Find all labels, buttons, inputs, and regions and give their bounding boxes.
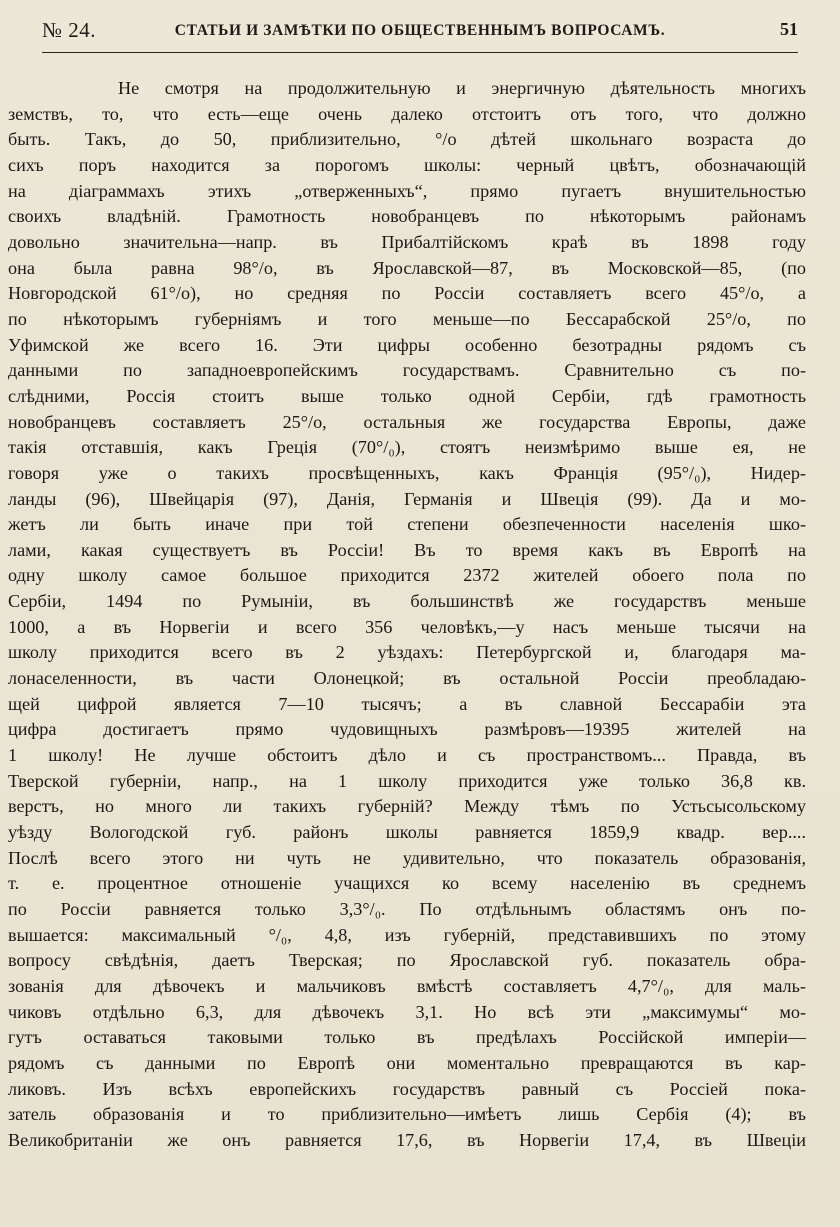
text-line: рядомъ съ данными по Европѣ они моментально превращаются въ кар- xyxy=(8,1052,806,1073)
text-line: данными по западноевропейскимъ государствамъ. Сравнительно съ по- xyxy=(8,360,806,381)
text-line: щей цифрой является 7—10 тысячъ; а въ славной Бессарабіи эта xyxy=(8,693,806,714)
text-line: Послѣ всего этого ни чуть не удивительно, что показатель образованія, xyxy=(8,847,806,868)
issue-number: № 24. xyxy=(42,18,97,42)
text-line: Сербіи, 1494 по Румыніи, въ большинствѣ же государствъ меньше xyxy=(8,591,806,612)
text-line: ланды (96), Швейцарія (97), Данія, Германія и Швеція (99). Да и мо- xyxy=(8,488,806,509)
text-line: она была равна 98°/о, въ Ярославской—87, въ Московской—85, (по xyxy=(8,257,806,278)
text-line: цифра достигаетъ прямо чудовищныхъ размѣровъ—19395 жителей на xyxy=(8,719,806,740)
text-line: вышается: максимальный °/₀, 4,8, изъ губерній, представившихъ по этому xyxy=(8,924,806,945)
text-line: по нѣкоторымъ губерніямъ и того меньше—по Бессарабской 25°/о, по xyxy=(8,308,806,329)
text-line: говоря уже о такихъ просвѣщенныхъ, какъ Франція (95°/₀), Нидер- xyxy=(8,462,806,483)
text-line: школу приходится всего въ 2 уѣздахъ: Петербургской и, благодаря ма- xyxy=(8,642,806,663)
text-line: лами, какая существуетъ въ Россіи! Въ то время какъ въ Европѣ на xyxy=(8,539,806,560)
text-line: уѣзду Вологодской губ. районъ школы равняется 1859,9 квадр. вер.... xyxy=(8,822,806,843)
text-line: т. е. процентное отношеніе учащихся ко всему населенію въ среднемъ xyxy=(8,873,806,894)
text-line: на діаграммахъ этихъ „отверженныхъ“, прямо пугаетъ внушительностью xyxy=(8,180,806,201)
text-line: новобранцевъ составляетъ 25°/о, остальныя же государства Европы, даже xyxy=(8,411,806,432)
header-rule xyxy=(42,52,798,53)
page-header xyxy=(42,18,798,52)
text-line: Тверской губерніи, напр., на 1 школу приходится уже только 36,8 кв. xyxy=(8,770,806,791)
text-line: Великобританіи же онъ равняется 17,6, въ Норвегіи 17,4, въ Швеціи xyxy=(8,1129,806,1150)
text-line: чиковъ отдѣльно 6,3, для дѣвочекъ 3,1. Но всѣ эти „максимумы“ мо- xyxy=(8,1001,806,1022)
page-number: 51 xyxy=(780,19,798,39)
text-line: Не смотря на продолжительную и энергичную дѣятельность многихъ xyxy=(118,78,806,98)
text-line: земствъ, то, что есть—еще очень далеко отстоитъ отъ того, что должно xyxy=(8,103,806,124)
text-line: 1000, а въ Норвегіи и всего 356 человѣкъ,—у насъ меньше тысячи на xyxy=(8,616,806,637)
text-line: одну школу самое большое приходится 2372 жителей обоего пола по xyxy=(8,565,806,586)
running-title: СТАТЬИ И ЗАМѢТКИ ПО ОБЩЕСТВЕННЫМЪ ВОПРОСАМЪ. xyxy=(174,22,666,39)
text-line: быть. Такъ, до 50, приблизительно, °/о дѣтей школьнаго возраста до xyxy=(8,129,806,150)
text-line: жетъ ли быть иначе при той степени обезпеченности населенія шко- xyxy=(8,514,806,535)
text-line: лонаселенности, въ части Олонецкой; въ остальной Россіи преобладаю- xyxy=(8,668,806,689)
text-line: такія отставшія, какъ Греція (70°/₀), стоятъ неизмѣримо выше ея, не xyxy=(8,437,806,458)
text-line: слѣдними, Россія стоитъ выше только одной Сербіи, гдѣ грамотность xyxy=(8,385,806,406)
text-line: довольно значительна—напр. въ Прибалтійскомъ краѣ въ 1898 году xyxy=(8,231,806,252)
text-line: Уфимской же всего 16. Эти цифры особенно безотрадны рядомъ съ xyxy=(8,334,806,355)
article-body xyxy=(8,76,806,1154)
text-line: гутъ оставаться таковыми только въ предѣлахъ Россійской имперіи— xyxy=(8,1027,806,1048)
text-line: сихъ поръ находится за порогомъ школы: черный цвѣтъ, обозначающій xyxy=(8,154,806,175)
text-line: вопросу свѣдѣнія, даетъ Тверская; по Ярославской губ. показатель обра- xyxy=(8,950,806,971)
text-line: Новгородской 61°/о), но средняя по Россіи составляетъ всего 45°/о, а xyxy=(8,283,806,304)
text-line: своихъ владѣній. Грамотность новобранцевъ по нѣкоторымъ районамъ xyxy=(8,206,806,227)
text-line: 1 школу! Не лучше обстоитъ дѣло и съ пространствомъ... Правда, въ xyxy=(8,745,806,766)
text-line: верстъ, но много ли такихъ губерній? Между тѣмъ по Устьсысольскому xyxy=(8,796,806,817)
text-line: по Россіи равняется только 3,3°/₀. По отдѣльнымъ областямъ онъ по- xyxy=(8,899,806,919)
text-line: затель образованія и то приблизительно—имѣетъ лишь Сербія (4); въ xyxy=(8,1104,806,1125)
text-line: зованія для дѣвочекъ и мальчиковъ вмѣстѣ составляетъ 4,7°/₀, для маль- xyxy=(8,975,806,996)
text-line: ликовъ. Изъ всѣхъ европейскихъ государствъ равный съ Россіей пока- xyxy=(8,1078,806,1099)
